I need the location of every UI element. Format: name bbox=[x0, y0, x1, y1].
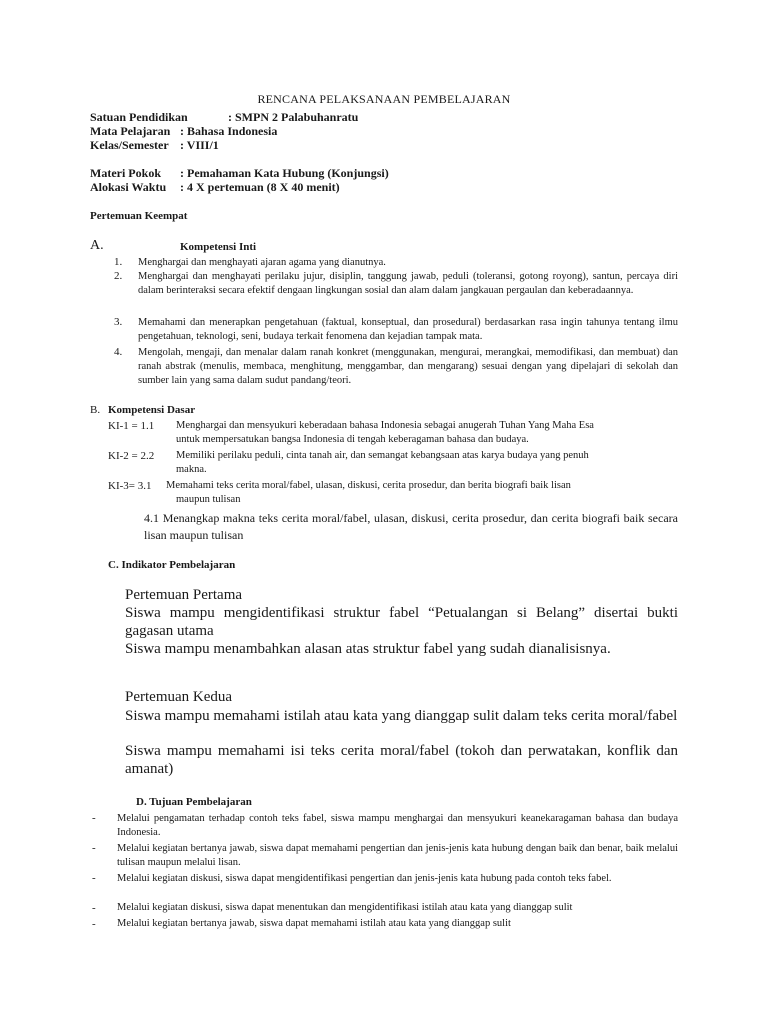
tujuan-bullet-5: - bbox=[92, 918, 96, 930]
tujuan-bullet-4: - bbox=[92, 902, 96, 914]
kd-text-3: Memahami teks cerita moral/fabel, ulasan, diskusi, cerita prosedur, dan berita biografi baik lisan bbox=[166, 480, 571, 491]
tujuan-item-5: Melalui kegiatan bertanya jawab, siswa dapat memahami istilah atau kata yang dianggap sulit bbox=[117, 918, 511, 929]
ki-text-2: Menghargai dan menghayati perilaku jujur, disiplin, tanggung jawab, peduli (toleransi, gotong royong), santun, percaya diri dalam berinteraksi secara efektif dengaan lingkungan sosial dan alam dalam jangkauan pergaulan dan keberadaannya. bbox=[138, 271, 678, 296]
section-a-heading: Kompetensi Inti bbox=[180, 241, 257, 253]
ki-text-4: Mengolah, mengaji, dan menalar dalam ranah konkret (menggunakan, mengurai, merangkai, memodifikasi, dan membuat) dan ranah abstrak (menulis, membaca, menghitung, menggambar, dan mengarang) sesuai dengan yang dipelajari di sekolah dan sumber lain yang sama dalam sudut pandang/teori. bbox=[138, 347, 678, 386]
meeting-label: Pertemuan Keempat bbox=[90, 210, 188, 222]
meeting-2-line-1: Siswa mampu memahami istilah atau kata yang dianggap sulit dalam teks cerita moral/fabel bbox=[125, 708, 678, 724]
kd-label-1: KI-1 = 1.1 bbox=[108, 420, 155, 432]
kd-4-1: 4.1 Menangkap makna teks cerita moral/fabel, ulasan, diskusi, cerita prosedur, dan cerita biografi baik secara lisan maupun tulisan bbox=[144, 511, 678, 542]
tujuan-item-1: Melalui pengamatan terhadap contoh teks fabel, siswa mampu menghargai dan mensyukuri keanekaragaman bahasa dan budaya Indonesia. bbox=[117, 813, 678, 838]
section-a-letter: A. bbox=[90, 238, 104, 253]
ki-text-1: Menghargai dan menghayati ajaran agama yang dianutnya. bbox=[138, 257, 386, 268]
tujuan-item-2: Melalui kegiatan bertanya jawab, siswa dapat memahami pengertian dan jenis-jenis kata hubung dengan baik dan benar, baik melalui tulisan maupun melalui lisan. bbox=[117, 843, 678, 868]
section-c-heading: C. Indikator Pembelajaran bbox=[108, 559, 236, 571]
tujuan-bullet-2: - bbox=[92, 842, 96, 854]
tujuan-bullet-3: - bbox=[92, 872, 96, 884]
section-d-heading: D. Tujuan Pembelajaran bbox=[136, 796, 252, 808]
kd-label-3: KI-3= 3.1 bbox=[108, 480, 152, 492]
kd-text-2: Memiliki perilaku peduli, cinta tanah air, dan semangat kebangsaan atas karya budaya yang penuh bbox=[176, 450, 589, 461]
meeting-2-title: Pertemuan Kedua bbox=[125, 689, 233, 705]
info-label-mapel: Mata Pelajaran bbox=[90, 124, 171, 138]
info-value-satuan: : SMPN 2 Palabuhanratu bbox=[228, 110, 359, 124]
ki-num-4: 4. bbox=[114, 346, 123, 358]
meeting-2-line-2: Siswa mampu memahami isi teks cerita moral/fabel (tokoh dan perwatakan, konflik dan amanat) bbox=[125, 743, 678, 777]
ki-num-3: 3. bbox=[114, 316, 123, 328]
ki-text-3: Memahami dan menerapkan pengetahuan (faktual, konseptual, dan prosedural) berdasarkan rasa ingin tahunya tentang ilmu pengetahuan, teknologi, seni, budaya terkait fenomena dan kejadian tampak mata. bbox=[138, 317, 678, 342]
info-label-satuan: Satuan Pendidikan bbox=[90, 110, 188, 124]
document-title: RENCANA PELAKSANAAN PEMBELAJARAN bbox=[257, 92, 511, 106]
ki-num-2: 2. bbox=[114, 270, 123, 282]
tujuan-bullet-1: - bbox=[92, 812, 96, 824]
info-label-kelas: Kelas/Semester bbox=[90, 138, 169, 152]
section-b-heading: Kompetensi Dasar bbox=[108, 404, 196, 416]
tujuan-item-4: Melalui kegiatan diskusi, siswa dapat menentukan dan mengidentifikasi istilah atau kata yang dianggap sulit bbox=[117, 902, 573, 913]
kd-cont-1: untuk mempersatukan bangsa Indonesia di tengah keberagaman bahasa dan budaya. bbox=[176, 434, 529, 445]
meeting-1-line-2: Siswa mampu menambahkan alasan atas struktur fabel yang sudah dianalisisnya. bbox=[125, 641, 611, 657]
ki-num-1: 1. bbox=[114, 256, 123, 268]
kd-cont-2: makna. bbox=[176, 464, 207, 475]
info-label-materi: Materi Pokok bbox=[90, 166, 161, 180]
tujuan-item-3: Melalui kegiatan diskusi, siswa dapat mengidentifikasi pengertian dan jenis-jenis kata hubung pada contoh teks fabel. bbox=[117, 873, 612, 884]
meeting-1-title: Pertemuan Pertama bbox=[125, 587, 243, 603]
info-value-materi: : Pemahaman Kata Hubung (Konjungsi) bbox=[180, 166, 389, 180]
info-label-alokasi: Alokasi Waktu bbox=[90, 180, 167, 194]
meeting-1-line-1: Siswa mampu mengidentifikasi struktur fabel “Petualangan si Belang” disertai bukti gagasan utama bbox=[125, 605, 678, 639]
info-value-alokasi: : 4 X pertemuan (8 X 40 menit) bbox=[180, 180, 340, 194]
kd-label-2: KI-2 = 2.2 bbox=[108, 450, 155, 462]
section-b-letter: B. bbox=[90, 404, 101, 416]
info-value-kelas: : VIII/1 bbox=[180, 138, 219, 152]
info-value-mapel: : Bahasa Indonesia bbox=[180, 124, 278, 138]
kd-cont-3: maupun tulisan bbox=[176, 494, 241, 505]
kd-text-1: Menghargai dan mensyukuri keberadaan bahasa Indonesia sebagai anugerah Tuhan Yang Maha Esa bbox=[176, 420, 594, 431]
